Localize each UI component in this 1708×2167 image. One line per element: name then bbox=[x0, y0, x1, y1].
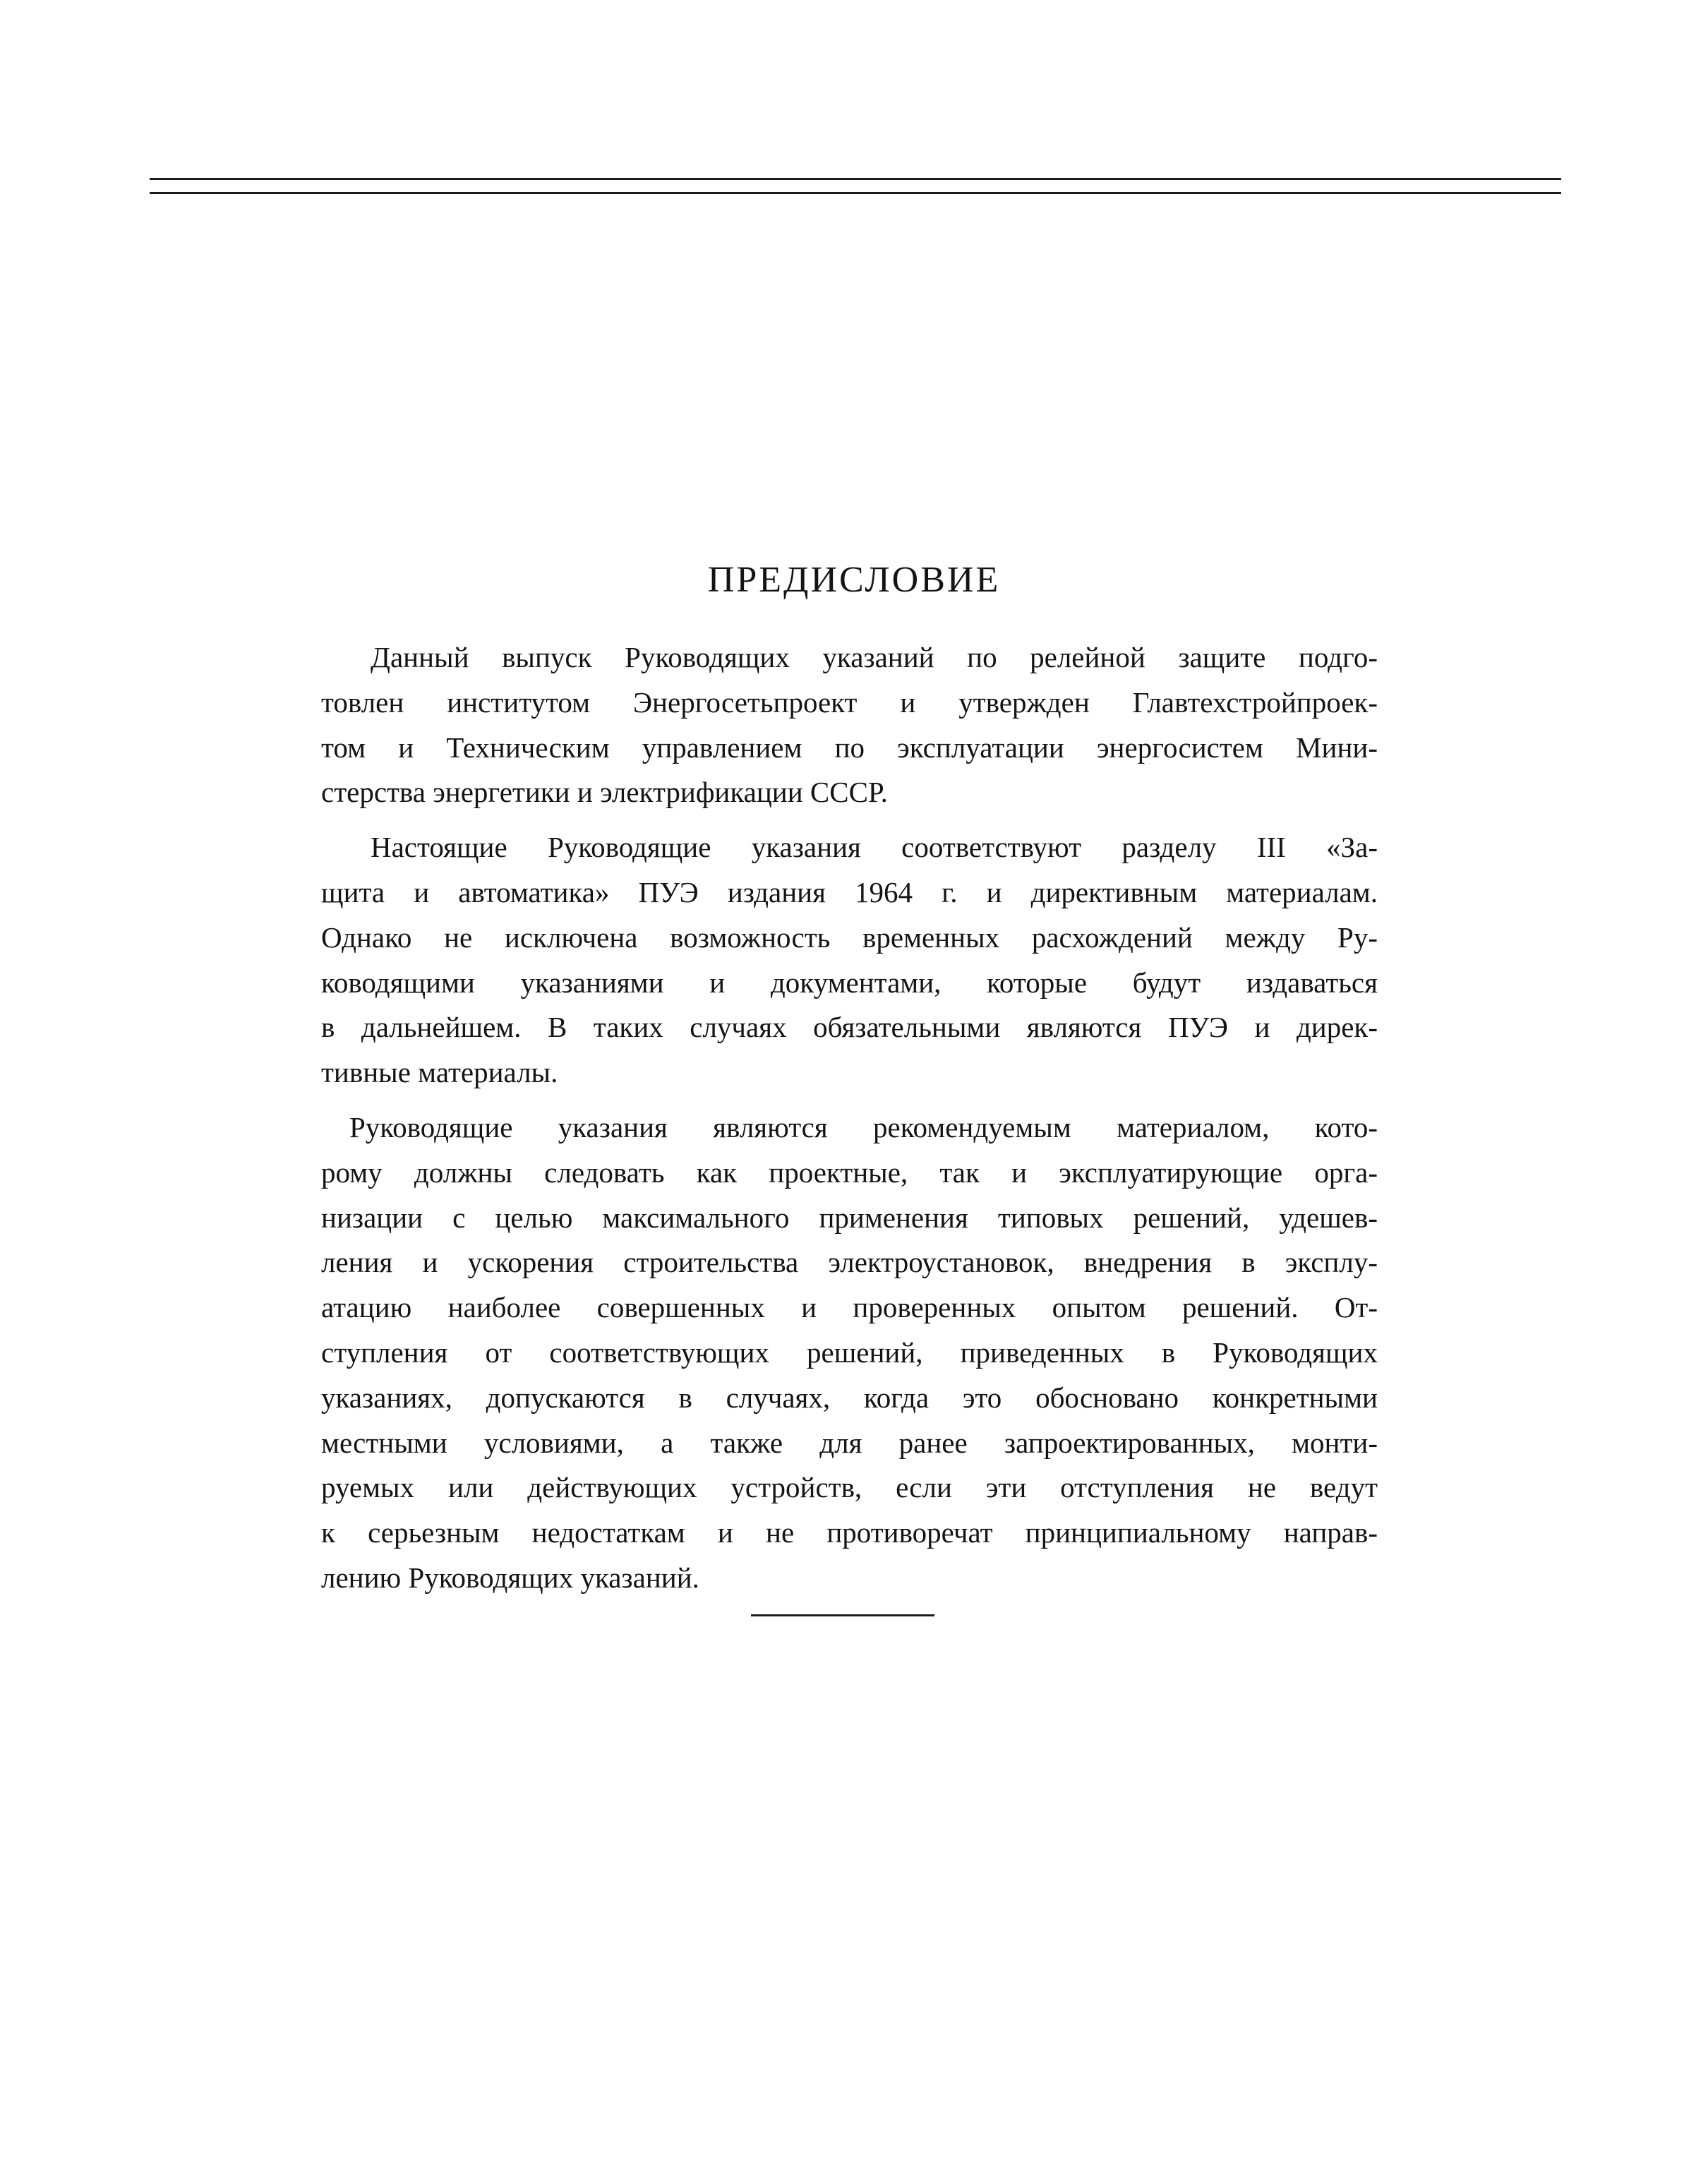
text-line: к серьезным недостаткам и не противоречат принципиальному направ- bbox=[321, 1516, 1378, 1549]
closing-rule bbox=[751, 1614, 934, 1616]
page-title: ПРЕДИСЛОВИЕ bbox=[707, 560, 1001, 600]
text-line: тивные материалы. bbox=[321, 1056, 558, 1089]
preface-body bbox=[321, 635, 1378, 1611]
text-line: Данный выпуск Руководящих указаний по релейной защите подго- bbox=[371, 641, 1378, 673]
text-line: низации с целью максимального применения типовых решений, удешев- bbox=[321, 1201, 1378, 1234]
text-line: Настоящие Руководящие указания соответствуют разделу III «За- bbox=[371, 831, 1378, 864]
text-line: ступления от соответствующих решений, приведенных в Руководящих bbox=[321, 1335, 1378, 1369]
paragraph-1 bbox=[321, 635, 1378, 815]
paragraph-2 bbox=[321, 825, 1378, 1095]
text-line: ления и ускорения строительства электроустановок, внедрения в эксплу- bbox=[321, 1246, 1378, 1279]
text-line: товлен институтом Энергосетьпроект и утвержден Главтехстройпроек- bbox=[321, 685, 1378, 719]
text-line: руемых или действующих устройств, если эти отступления не ведут bbox=[321, 1471, 1378, 1504]
text-line: Руководящие указания являются рекомендуемым материалом, кото- bbox=[349, 1110, 1378, 1143]
text-line: лению Руководящих указаний. bbox=[321, 1561, 699, 1594]
text-line: в дальнейшем. В таких случаях обязательными являются ПУЭ и дирек- bbox=[321, 1011, 1378, 1044]
text-line: щита и автоматика» ПУЭ издания 1964 г. и директивным материалам. bbox=[321, 875, 1378, 908]
text-line: ководящими указаниями и документами, которые будут издаваться bbox=[321, 966, 1378, 999]
header-rule-top bbox=[150, 178, 1561, 180]
text-line: местными условиями, а также для ранее запроектированных, монти- bbox=[321, 1426, 1378, 1459]
header-rule-bottom bbox=[150, 192, 1561, 194]
text-line: рому должны следовать как проектные, так и эксплуатирующие орга- bbox=[321, 1155, 1378, 1189]
text-line: атацию наиболее совершенных и проверенных опытом решений. От- bbox=[321, 1291, 1378, 1324]
text-line: указаниях, допускаются в случаях, когда это обосновано конкретными bbox=[321, 1381, 1378, 1414]
text-line: стерства энергетики и электрификации СССР. bbox=[321, 776, 888, 809]
text-line: том и Техническим управлением по эксплуатации энергосистем Мини- bbox=[321, 731, 1378, 764]
paragraph-3 bbox=[321, 1105, 1378, 1601]
text-line: Однако не исключена возможность временных расхождений между Ру- bbox=[321, 920, 1378, 954]
